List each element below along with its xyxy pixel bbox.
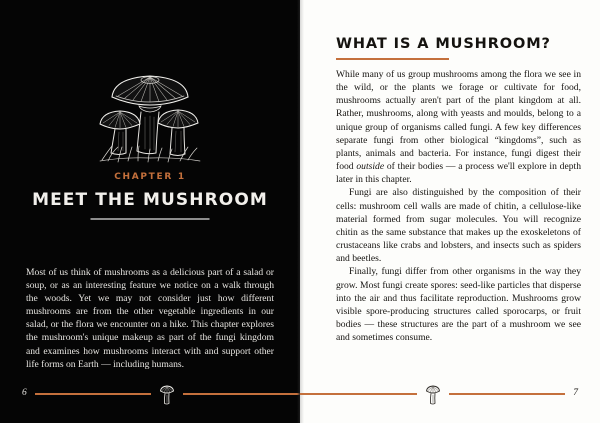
page-number-left: 6 (22, 388, 27, 399)
paragraph-1-text: While many of us group mushrooms among the flora we see in the wild, or the plants we forage or cultivate for food, mushrooms actually aren't part of the plant kingdom at all. Rather, mushrooms, along with yeasts and moulds, belong to a unique group of organisms called fungi. A few key differences separate fungi from other biological “kingdoms”, such as plants, animals and bacteria. For instance, fungi digest their food (336, 69, 581, 173)
page-number-right: 7 (573, 388, 578, 399)
footer-mushroom-icon (424, 384, 442, 406)
paragraph-1-italic: outside (356, 161, 385, 173)
chapter-label: CHAPTER 1 (114, 172, 186, 182)
section-heading: WHAT IS A MUSHROOM? (336, 36, 551, 52)
footer-rule-left (35, 393, 152, 394)
chapter-intro-paragraph: Most of us think of mushrooms as a delicious part of a salad or soup, or as an interesting feature we notice on a walk through the woods. Yet we may not consider just how different mushrooms are from the other vegetable ingredients in our salad, or the flora we encounter on a hike. This chapter explores the mushroom's unique makeup as part of the fungi kingdom and examines how mushrooms interact with and support other life forms on Earth — including humans. (26, 267, 274, 370)
body-paragraph-1 (336, 68, 581, 186)
section-heading-rule (336, 58, 449, 60)
paragraph-1-tail: of their bodies — a process we'll explore in depth later in this chapter. (336, 161, 581, 186)
footer-mushroom-icon (158, 384, 176, 406)
body-paragraph-2: Fungi are also distinguished by the composition of their cells: mushroom cell walls are made of chitin, a cellulose-like material formed from sugar molecules. You will recognize chitin as the same substance that makes up the exoskeletons of crustaceans like crabs and lobsters, and insects such as spiders and beetles. (336, 187, 581, 265)
footer-rule-right (183, 393, 300, 394)
right-page-body (336, 68, 581, 344)
three-mushrooms-engraving-illustration (0, 62, 300, 167)
body-paragraph-3: Finally, fungi differ from other organisms in the way they grow. Most fungi create spores: seed-like particles that disperse into the air and thus facilitate reproduction. Mushrooms grow visible spore-producing structures called sporocarps, or fruit bodies — these structures are the part of a mushroom we see and sometimes consume. (336, 266, 581, 344)
footer-rule-right (449, 393, 566, 394)
chapter-title: MEET THE MUSHROOM (32, 190, 268, 210)
right-page (300, 0, 600, 423)
footer-rule-left (300, 393, 417, 394)
right-page-footer (300, 387, 578, 401)
left-page-footer (22, 387, 300, 401)
chapter-title-rule (91, 218, 210, 220)
